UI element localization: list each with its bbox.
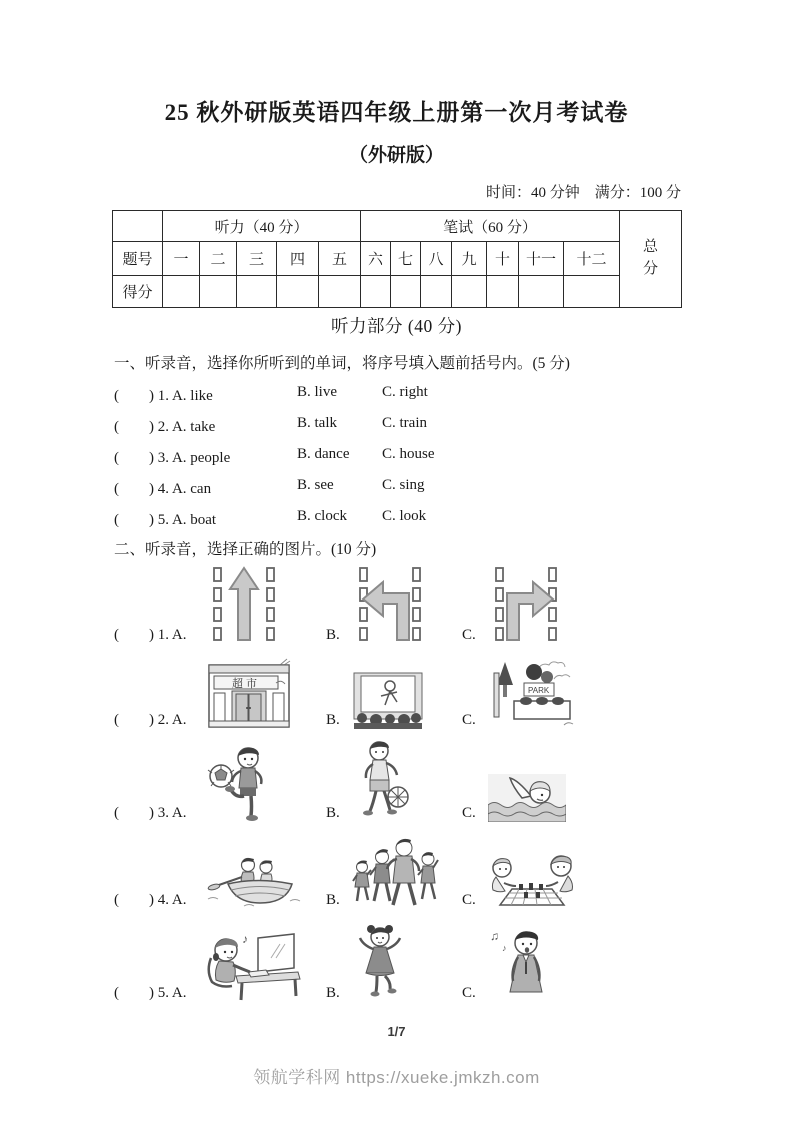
total-label-top: 总 [643, 239, 659, 256]
q2-prompt: 二、听录音，选择正确的图片。(10 分) [114, 541, 377, 558]
question-col-4: 四 [277, 242, 319, 276]
option-b: B. clock [297, 508, 347, 524]
listening-header-cell: 听力（40 分） [163, 211, 361, 242]
q2-row-2 [114, 653, 686, 729]
score-blank-cell [564, 276, 620, 308]
question-col-2: 二 [200, 242, 237, 276]
supermarket-sign-text: 超 市 [232, 678, 258, 690]
option-b: B. dance [297, 446, 350, 462]
page-number: 1/7 [387, 1024, 406, 1039]
score-table [112, 210, 682, 308]
score-blank-cell [452, 276, 487, 308]
supermarket-image [206, 657, 306, 729]
q2-row-1 [114, 562, 686, 644]
option-letter-c: C. [462, 712, 476, 728]
score-table-corner-cell [113, 211, 163, 242]
question-col-1: 一 [163, 242, 200, 276]
score-blank-cell [319, 276, 361, 308]
question-number-row [113, 242, 682, 276]
listening-section-heading: 听力部分 (40 分) [331, 316, 462, 336]
question-row-label: 题号 [113, 242, 163, 276]
children-dancing-group-image [352, 835, 452, 909]
svg-text:♪: ♪ [242, 932, 248, 946]
question-col-12: 十二 [564, 242, 620, 276]
svg-text:♫: ♫ [490, 929, 499, 943]
boy-playing-basketball-image [352, 740, 452, 822]
q1-item-5-left [114, 508, 297, 529]
option-letter-b: B. [326, 985, 340, 1001]
option-letter-c: C. [462, 805, 476, 821]
question-col-10: 十 [487, 242, 519, 276]
score-blank-cell [361, 276, 391, 308]
q1-prompt: 一、听录音，选择你所听到的单词，将序号填入题前括号内。(5 分) [114, 355, 570, 372]
option-c: C. look [382, 508, 427, 524]
score-blank-cell [237, 276, 277, 308]
option-letter-c: C. [462, 892, 476, 908]
option-a: A. people [171, 450, 231, 466]
option-letter-b: B. [326, 712, 340, 728]
q1-items [114, 384, 680, 539]
answer-bracket: ( ) 2. [114, 419, 169, 435]
option-letter-b: B. [326, 805, 340, 821]
turn-left-arrow-image [352, 564, 452, 644]
child-swimming-image [488, 774, 566, 822]
q1-item-3-left [114, 446, 297, 467]
score-table-header-row [113, 211, 682, 242]
page-title: 25 秋外研版英语四年级上册第一次月考试卷 [164, 100, 629, 125]
exam-meta-line: 时间：40 分钟 满分：100 分 [485, 185, 681, 201]
answer-bracket: ( ) 4. [114, 481, 169, 497]
q2-row-3 [114, 738, 686, 822]
q2-picture-rows [114, 562, 686, 1011]
score-blank-cell [163, 276, 200, 308]
svg-text:♪: ♪ [502, 943, 507, 953]
child-using-computer-image [206, 930, 306, 1002]
answer-bracket: ( ) 3. A. [114, 805, 187, 821]
q1-item-2 [114, 415, 680, 435]
watermark: 领航学科网 https://xueke.jmkzh.com [253, 1068, 540, 1087]
answer-bracket: ( ) 5. [114, 512, 169, 528]
option-a: A. boat [171, 512, 217, 528]
option-b: B. talk [297, 415, 337, 431]
go-straight-arrow-image [206, 564, 306, 644]
score-blank-cell [487, 276, 519, 308]
score-blank-cell [200, 276, 237, 308]
option-b: B. see [297, 477, 334, 493]
option-a: A. take [171, 419, 216, 435]
q1-item-1-left [114, 384, 297, 405]
question-col-9: 九 [452, 242, 487, 276]
total-score-cell [620, 211, 682, 308]
option-letter-c: C. [462, 627, 476, 643]
option-b: B. live [297, 384, 337, 400]
park-sign-text: PARK [528, 686, 550, 695]
score-blank-cell [391, 276, 421, 308]
option-c: C. right [382, 384, 428, 400]
boy-singing-image [488, 926, 552, 1002]
people-rowing-boat-image [206, 853, 306, 909]
question-col-8: 八 [421, 242, 452, 276]
option-c: C. sing [382, 477, 425, 493]
answer-bracket: ( ) 3. [114, 450, 169, 466]
turn-right-arrow-image [488, 564, 564, 644]
boy-playing-football-image [206, 744, 306, 822]
total-label-bottom: 分 [643, 261, 659, 277]
option-c: C. train [382, 415, 427, 431]
question-col-6: 六 [361, 242, 391, 276]
q1-item-5 [114, 508, 680, 528]
answer-bracket: ( ) 4. A. [114, 892, 187, 908]
option-letter-b: B. [326, 627, 340, 643]
written-header-cell: 笔试（60 分） [361, 211, 620, 242]
answer-bracket: ( ) 1. A. [114, 627, 187, 643]
q1-item-1 [114, 384, 680, 404]
q1-item-4 [114, 477, 680, 497]
q1-item-3 [114, 446, 680, 466]
answer-bracket: ( ) 2. A. [114, 712, 187, 728]
option-c: C. house [382, 446, 435, 462]
score-row-label: 得分 [113, 276, 163, 308]
q1-item-2-left [114, 415, 297, 436]
answer-bracket: ( ) 5. A. [114, 985, 187, 1001]
children-playing-chess-image [488, 853, 576, 909]
answer-bracket: ( ) 1. [114, 388, 169, 404]
girl-dancing-image [352, 922, 452, 1002]
park-gate-image [488, 659, 576, 729]
q1-item-4-left [114, 477, 297, 498]
option-a: A. can [171, 481, 212, 497]
option-letter-b: B. [326, 892, 340, 908]
question-col-11: 十一 [519, 242, 564, 276]
q2-row-4 [114, 831, 686, 909]
score-blank-cell [421, 276, 452, 308]
q2-row-5 [114, 918, 686, 1002]
option-letter-c: C. [462, 985, 476, 1001]
question-col-3: 三 [237, 242, 277, 276]
question-col-5: 五 [319, 242, 361, 276]
question-col-7: 七 [391, 242, 421, 276]
option-a: A. like [171, 388, 213, 404]
score-blank-cell [277, 276, 319, 308]
score-row [113, 276, 682, 308]
cinema-image [352, 671, 452, 729]
page-subtitle: （外研版） [348, 145, 444, 166]
score-blank-cell [519, 276, 564, 308]
